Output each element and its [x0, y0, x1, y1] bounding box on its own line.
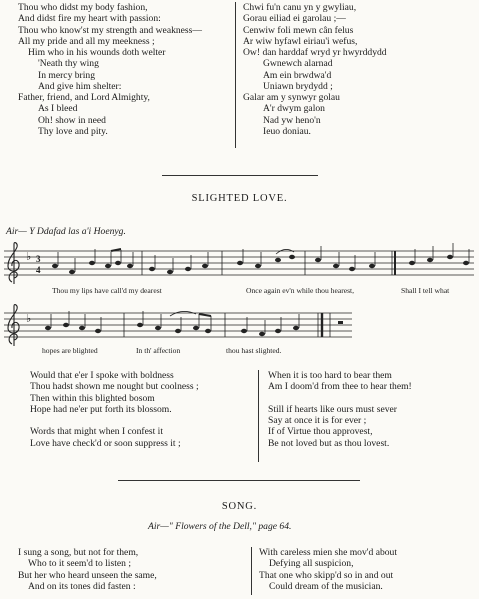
verse-line: And didst fire my heart with passion: [18, 13, 161, 25]
verse-line: Cenwiw foli mewn cân felus [243, 24, 354, 36]
verse-line: When it is too hard to bear them [268, 370, 392, 381]
top-column-divider [235, 2, 236, 148]
song-air: Air—" Flowers of the Dell," page 64. [148, 521, 292, 532]
verse-line: That one who skipp'd so in and out [259, 569, 394, 581]
verse-line: Words that might when I confest it [30, 426, 163, 438]
verse-line: But her who heard unseen the same, [18, 569, 157, 581]
lyrics-row-2-b: In th' affection [136, 346, 181, 355]
verse-line: Chwi fu'n canu yn y gwyliau, [243, 2, 357, 13]
lyrics-row-1-c: Shall I tell what [401, 286, 450, 295]
slighted-love-verse-right [268, 370, 412, 449]
slighted-love-verse-left [30, 370, 199, 449]
verse-line: Am I doom'd from thee to hear them! [268, 381, 412, 393]
notes-row-2 [45, 311, 343, 337]
verse-line: Thou who know'st my strength and weakness— [18, 24, 202, 36]
time-signature: 3 [36, 254, 41, 264]
verse-line: Hope had ne'er put forth its blossom. [30, 403, 172, 415]
verse-line: Ow! dan harddaf wryd yr hwyrddydd [243, 47, 387, 58]
verse-line: Thou hadst shown me nought but coolness ; [30, 381, 199, 393]
verse-line: Could dream of the musician. [269, 580, 383, 592]
verse-line: Love have check'd or soon suppress it ; [30, 437, 181, 449]
song-column-divider [251, 547, 252, 595]
song-verse-right [259, 547, 397, 592]
staff-lines-2 [4, 313, 352, 337]
verse-line: Ar wiw hyfawl eiriau'i wefus, [243, 35, 358, 47]
verse-line: Galar am y synwyr golau [243, 92, 340, 103]
verse-line: If of Virtue thou approvest, [268, 426, 373, 438]
verse-line: Say at once it is for ever ; [268, 415, 367, 426]
song-verse-left [18, 547, 157, 592]
verse-line: In mercy bring [38, 69, 96, 81]
verse-line [268, 393, 412, 404]
svg-text:4: 4 [36, 265, 41, 275]
verse-line: Uniawn brydydd ; [263, 80, 333, 92]
verse-line: Nad yw heno'n [263, 114, 321, 126]
verse-line: Gwnewch alarnad [263, 58, 333, 70]
verse-line: Ieuo doniau. [263, 125, 311, 137]
verse-line: Him who in his wounds doth welter [28, 47, 166, 58]
top-right-verse [243, 2, 387, 137]
verse-line: And give him shelter: [38, 80, 122, 92]
verse-line [30, 415, 199, 426]
flat-sign: ♭ [26, 251, 32, 263]
flat-sign-2: ♭ [26, 313, 32, 325]
verse-line: Thou who didst my body fashion, [18, 2, 148, 13]
verse-line: Be not loved but as thou lovest. [268, 437, 390, 449]
lyrics-row-1-a: Thou my lips have call'd my dearest [52, 286, 162, 295]
lyrics-row-2-a: hopes are blighted [42, 346, 98, 355]
verse-line: Father, friend, and Lord Almighty, [18, 92, 150, 103]
slighted-love-air: Air— Y Ddafad las a'i Hoenyg. [6, 226, 126, 237]
divider-rule-1 [162, 175, 318, 176]
verse-line: With careless mien she mov'd about [259, 547, 398, 558]
verse-line: Gorau eiliad ei garolau ;— [243, 13, 346, 25]
lyrics-row-1-b: Once again ev'n while thou hearest, [246, 286, 355, 295]
verse-line: Defying all suspicion, [269, 558, 354, 570]
verse-line: I sung a song, but not for them, [18, 547, 139, 558]
verse-line: Still if hearts like ours must sever [268, 403, 397, 415]
verse-line: Thy love and pity. [38, 125, 108, 137]
slighted-column-divider [258, 370, 259, 462]
verse-line: A'r dwym galon [263, 103, 325, 115]
lyrics-row-2-c: thou hast slighted. [226, 346, 282, 355]
verse-line: As I bleed [38, 103, 78, 115]
notes-row-1 [52, 243, 469, 275]
verse-line: Oh! show in need [38, 114, 106, 126]
divider-rule-2 [118, 480, 360, 481]
verse-line: 'Neath thy wing [38, 58, 99, 70]
song-title: SONG. [221, 501, 258, 512]
slighted-love-title: SLIGHTED LOVE. [191, 193, 288, 204]
top-left-verse [18, 2, 202, 137]
verse-line: Would that e'er I spoke with boldness [30, 370, 174, 381]
verse-line: And on its tones did fasten : [28, 580, 136, 592]
verse-line: Who to it seem'd to listen ; [28, 558, 131, 570]
verse-line: Am ein brwdwa'd [263, 69, 332, 81]
verse-line: Then within this blighted bosom [30, 392, 155, 404]
verse-line: All my pride and all my meekness ; [18, 35, 155, 47]
music-staff-row-2 [0, 302, 479, 352]
